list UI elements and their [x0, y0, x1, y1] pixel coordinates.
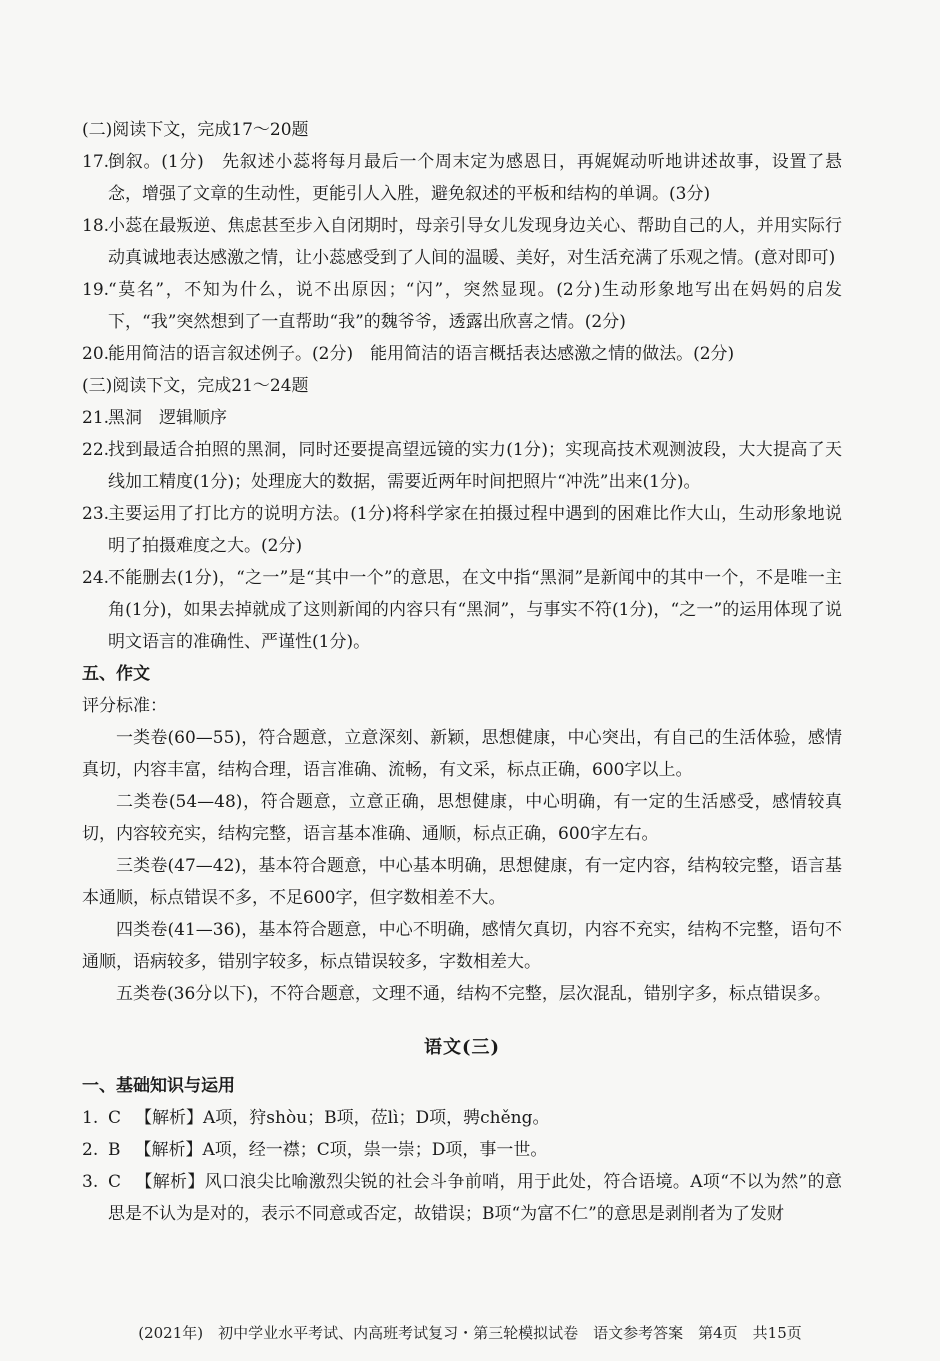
answer-item-17 — [82, 146, 842, 210]
grade-paragraph-2: 二类卷(54—48)，符合题意，立意正确，思想健康，中心明确，有一定的生活感受，感情较真切，内容较充实，结构完整，语言基本准确、通顺，标点正确，600字左右。 — [82, 792, 842, 844]
page-footer: (2021年) 初中学业水平考试、内高班考试复习・第三轮模拟试卷 语文参考答案 第4页 共15页 — [138, 1324, 802, 1342]
grade-paragraph-4: 四类卷(41—36)，基本符合题意，中心不明确，感情欠真切，内容不充实，结构不完整，语句不通顺，语病较多，错别字较多，标点错误较多，字数相差大。 — [82, 920, 842, 972]
answer-item-18 — [82, 210, 842, 274]
item-text: 主要运用了打比方的说明方法。(1分)将科学家在拍摄过程中遇到的困难比作大山，生动形象地说明了拍摄难度之大。(2分) — [108, 504, 842, 556]
section-heading-composition: 五、作文 — [82, 664, 150, 684]
item-text: 【解析】A项，经一襟；C项，祟一崇；D项，事一世。 — [134, 1140, 548, 1160]
answer-item-2 — [82, 1134, 842, 1166]
item-number: 22. — [82, 440, 110, 460]
item-answer: B — [108, 1140, 121, 1160]
item-text: 黑洞 逻辑顺序 — [108, 408, 227, 428]
item-number: 23. — [82, 504, 110, 524]
item-text: “莫名”，不知为什么，说不出原因；“闪”，突然显现。(2分)生动形象地写出在妈妈的启发下，“我”突然想到了一直帮助“我”的魏爷爷，透露出欣喜之情。(2分) — [108, 280, 842, 332]
item-text: 【解析】风口浪尖比喻激烈尖锐的社会斗争前哨，用于此处，符合语境。A项“不以为然”的意思是不认为是对的，表示不同意或否定，故错误；B项“为富不仁”的意思是剥削者为了发财 — [108, 1172, 842, 1224]
item-number: 19. — [82, 280, 110, 300]
item-text: 能用简洁的语言叙述例子。(2分) 能用简洁的语言概括表达感激之情的做法。(2分) — [108, 344, 735, 364]
answer-content — [82, 114, 842, 1230]
item-number: 20. — [82, 344, 110, 364]
grade-paragraph-3: 三类卷(47—42)，基本符合题意，中心基本明确，思想健康，有一定内容，结构较完整，语言基本通顺，标点错误不多，不足600字，但字数相差不大。 — [82, 856, 842, 908]
item-number: 2. — [82, 1140, 99, 1160]
criteria-label: 评分标准： — [82, 696, 167, 716]
item-number: 1. — [82, 1108, 99, 1128]
item-number: 21. — [82, 408, 110, 428]
item-number: 18. — [82, 216, 110, 236]
answer-item-20 — [82, 338, 842, 370]
answer-item-22 — [82, 434, 842, 498]
answer-item-3 — [82, 1166, 842, 1230]
item-text: 小蕊在最叛逆、焦虑甚至步入自闭期时，母亲引导女儿发现身边关心、帮助自己的人，并用实际行动真诚地表达感激之情，让小蕊感受到了人间的温暖、美好，对生活充满了乐观之情。(意对即可) — [108, 216, 842, 268]
item-answer: C — [108, 1172, 122, 1192]
item-answer: C — [108, 1108, 122, 1128]
item-text: 不能删去(1分)，“之一”是“其中一个”的意思，在文中指“黑洞”是新闻中的其中一个，不是唯一主角(1分)，如果去掉就成了这则新闻的内容只有“黑洞”，与事实不符(1分)，“之一”的运用体现了说明文语言的准确性、严谨性(1分)。 — [108, 568, 842, 652]
answer-item-21 — [82, 402, 842, 434]
grade-paragraph-5: 五类卷(36分以下)，不符合题意，文理不通，结构不完整，层次混乱，错别字多，标点错误多。 — [116, 984, 831, 1004]
item-text: 【解析】A项，狩shòu；B项，莅lì；D项，骋chěng。 — [135, 1108, 550, 1128]
item-number: 17. — [82, 152, 110, 172]
answer-item-24 — [82, 562, 842, 658]
section-heading-2: (二)阅读下文，完成17～20题 — [82, 120, 309, 140]
part-title: 语文(三) — [423, 1037, 501, 1058]
item-text: 倒叙。(1分) 先叙述小蕊将每月最后一个周末定为感恩日，再娓娓动听地讲述故事，设置了悬念，增强了文章的生动性，更能引人入胜，避免叙述的平板和结构的单调。(3分) — [108, 152, 842, 204]
section-heading-3: (三)阅读下文，完成21～24题 — [82, 376, 309, 396]
section-heading-basics: 一、基础知识与运用 — [82, 1076, 235, 1096]
item-number: 3. — [82, 1172, 99, 1192]
answer-item-19 — [82, 274, 842, 338]
item-number: 24. — [82, 568, 110, 588]
answer-item-23 — [82, 498, 842, 562]
answer-item-1 — [82, 1102, 842, 1134]
grade-paragraph-1: 一类卷(60—55)，符合题意，立意深刻、新颖，思想健康，中心突出，有自己的生活体验，感情真切，内容丰富，结构合理，语言准确、流畅，有文采，标点正确，600字以上。 — [82, 728, 842, 780]
item-text: 找到最适合拍照的黑洞，同时还要提高望远镜的实力(1分)；实现高技术观测波段，大大提高了天线加工精度(1分)；处理庞大的数据，需要近两年时间把照片“冲洗”出来(1分)。 — [108, 440, 842, 492]
